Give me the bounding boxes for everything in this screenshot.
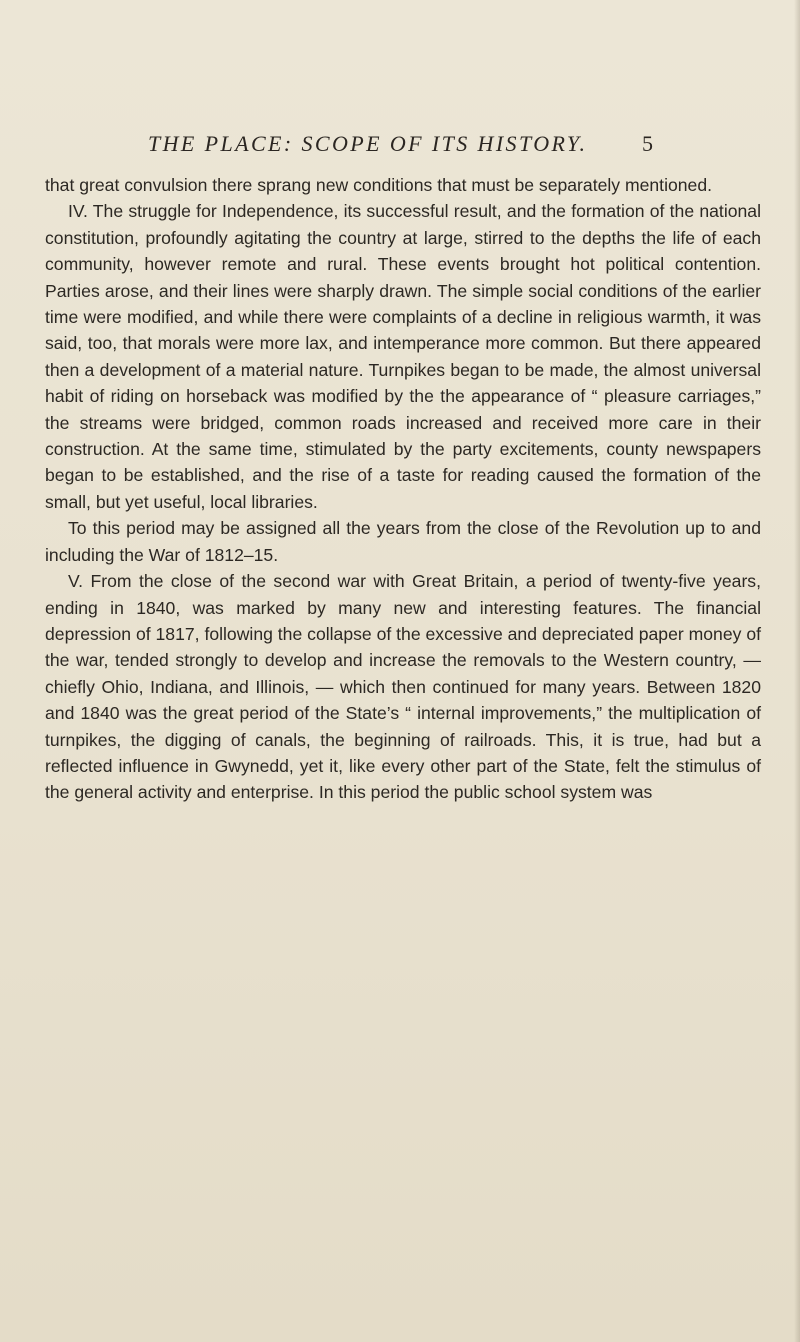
- paragraph-section-v: V. From the close of the second war with Great Britain, a period of twenty-five years, ending in 1840, was marked by many new and interesting features. The financial depression of 1817, following the collapse of the excessive and depreciated paper money of the war, tended strongly to develop and increase the removals to the Western country, — chiefly Ohio, Indiana, and Illinois, — which then continued for many years. Between 1820 and 1840 was the great period of the State’s “ internal improvements,” the multiplication of turnpikes, the digging of canals, the beginning of railroads. This, it is true, had but a reflected influence in Gwynedd, yet it, like every other part of the State, felt the stimulus of the general activity and enterprise. In this period the public school system was: [45, 571, 761, 803]
- body-text: [45, 172, 761, 806]
- page-edge-shadow: [794, 0, 800, 1342]
- paragraph-section-iv: IV. The struggle for Independence, its successful result, and the formation of the national constitution, profoundly agitating the country at large, stirred to the depths the life of each community, however remote and rural. These events brought hot political contention. Parties arose, and their lines were sharply drawn. The simple social conditions of the earlier time were modified, and while there were complaints of a decline in religious warmth, it was said, too, that morals were more lax, and intemperance more common. But there appeared then a development of a material nature. Turnpikes began to be made, the almost universal habit of riding on horseback was modified by the the appearance of “ pleasure carriages,” the streams were bridged, common roads increased and received more care in their construction. At the same time, stimulated by the party excitements, county newspapers began to be established, and the rise of a taste for reading caused the formation of the small, but yet useful, local libraries.: [45, 201, 761, 512]
- paragraph-continuation: that great convulsion there sprang new conditions that must be separately mentioned.: [45, 175, 713, 195]
- paragraph-period-summary: To this period may be assigned all the years from the close of the Revolution up to and including the War of 1812–15.: [45, 518, 761, 565]
- page-header: [0, 125, 800, 165]
- running-title: THE PLACE: SCOPE OF ITS HISTORY.: [148, 131, 588, 156]
- page-number: 5: [642, 131, 653, 156]
